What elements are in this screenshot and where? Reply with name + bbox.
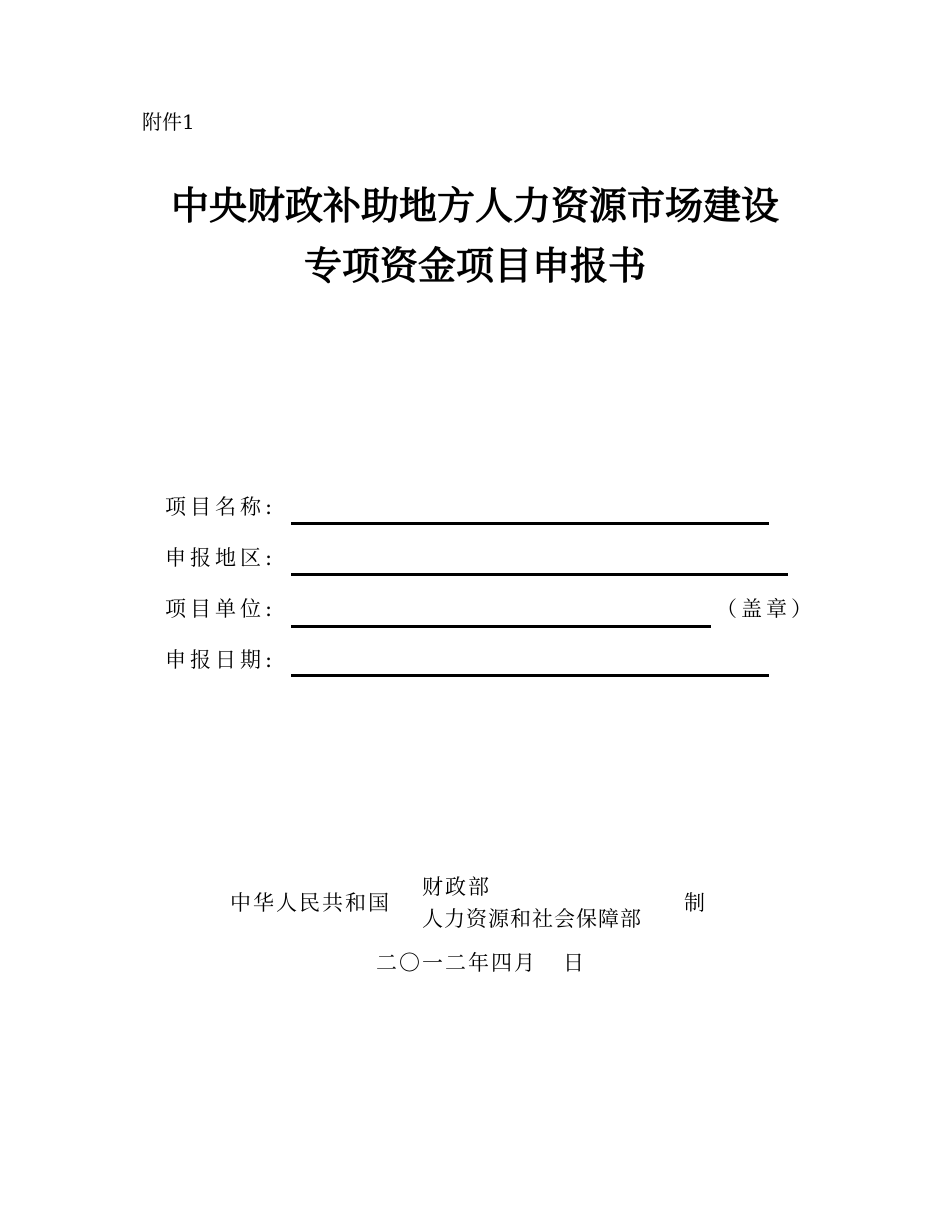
issuer-country: 中华人民共和国 xyxy=(230,891,391,915)
issuer-suffix: 制 xyxy=(684,891,705,915)
application-date-line xyxy=(291,674,769,677)
document-title-line-2: 专项资金项目申报书 xyxy=(303,243,646,288)
region-line xyxy=(291,573,788,576)
issue-date: 二〇一二年四月 日 xyxy=(376,951,587,975)
project-name-label: 项目名称: xyxy=(165,495,277,519)
issuer-department-hr: 人力资源和社会保障部 xyxy=(422,907,642,931)
document-title-line-1: 中央财政补助地方人力资源市场建设 xyxy=(170,183,779,228)
attachment-label: 附件1 xyxy=(142,110,195,134)
project-name-line xyxy=(291,522,769,525)
seal-note: （盖章） xyxy=(716,597,816,621)
application-date-label: 申报日期: xyxy=(165,648,277,672)
issuer-department-finance: 财政部 xyxy=(422,875,491,899)
region-label: 申报地区: xyxy=(165,546,277,570)
project-unit-line xyxy=(291,625,711,628)
project-unit-label: 项目单位: xyxy=(165,597,277,621)
